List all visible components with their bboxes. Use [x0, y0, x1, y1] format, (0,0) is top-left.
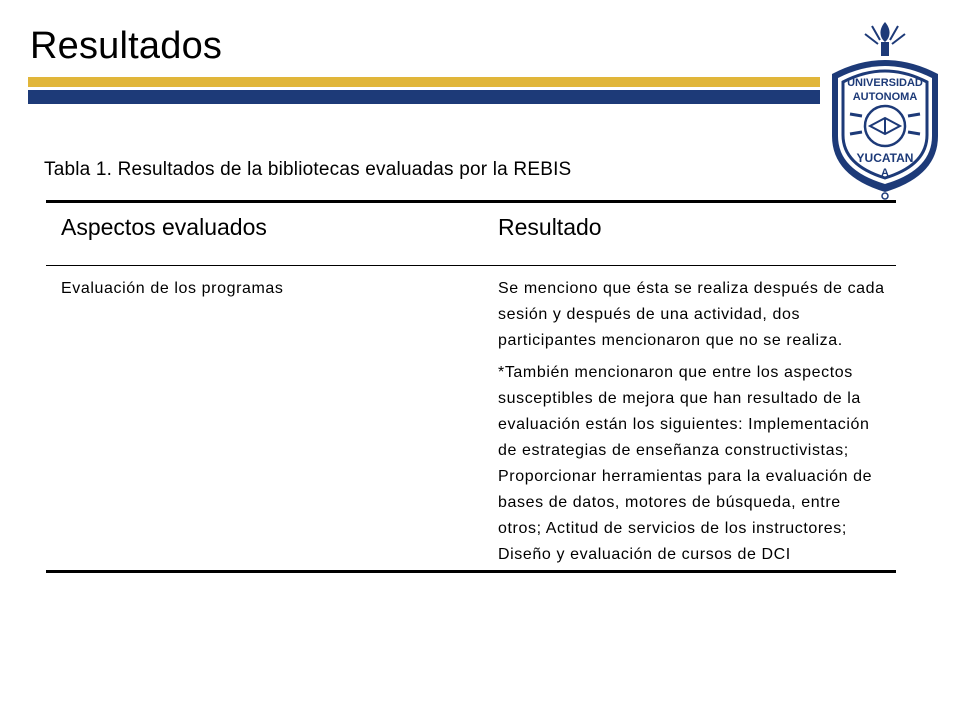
header-aspects: Aspectos evaluados	[61, 214, 267, 240]
seal-text-top: UNIVERSIDAD	[847, 77, 923, 89]
title-stripe-gold	[28, 77, 820, 87]
result-paragraph-1: Se menciono que ésta se realiza después de cada sesión y después de una actividad, dos participantes mencionaron que no se realiza.	[498, 280, 885, 349]
table-row	[46, 266, 896, 568]
university-seal-icon	[820, 16, 950, 202]
title-stripe-navy	[28, 90, 820, 104]
svg-text:A: A	[881, 167, 889, 179]
table-bottom-rule	[46, 570, 896, 573]
table-header-row	[46, 203, 896, 266]
results-table	[46, 200, 896, 573]
seal-text-bottom: YUCATAN	[856, 151, 914, 165]
cell-aspect: Evaluación de los programas	[61, 280, 284, 297]
seal-text-mid: AUTONOMA	[852, 91, 918, 103]
result-paragraph-2: *También mencionaron que entre los aspectos susceptibles de mejora que han resultado de la evaluación están los siguientes: Implementación de estrategias de enseñanza constructivistas; Proporcionar herramientas para la evaluación de bases de datos, motores de búsqueda, entre otros; Actitud de servicios de los instructores; Diseño y evaluación de cursos de DCI	[498, 364, 873, 563]
cell-result	[481, 266, 896, 568]
header-result: Resultado	[498, 214, 602, 240]
table-caption: Tabla 1. Resultados de la bibliotecas evaluadas por la REBIS	[44, 159, 572, 180]
slide-title: Resultados	[30, 25, 223, 67]
